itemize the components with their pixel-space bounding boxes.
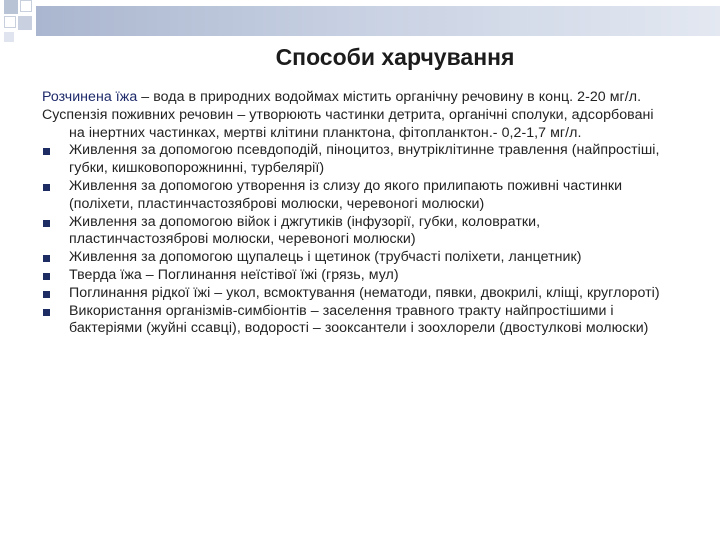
square-bullet-icon [43, 148, 50, 155]
slide-title: Способи харчування [275, 44, 515, 70]
list-item-text: Використання організмів-симбіонтів – заселення травного тракту найпростішими і бактеріями (жуйні ссавці), водорості – зооксантели і зоохлорели (двостулкові молюски) [69, 302, 649, 337]
list-item-text: Поглинання рідкої їжі – укол, всмоктування (нематоди, пявки, двокрилі, кліщі, круглороті) [69, 284, 660, 301]
paragraph-suspension [42, 107, 662, 143]
list-item-text: Живлення за допомогою псевдоподій, піноцитоз, внутріклітинне травлення (найпростіші, губки, кишковопорожнинні, турбелярії) [69, 142, 660, 177]
list-item [42, 178, 662, 214]
paragraph-lead: Суспензія поживних речовин [42, 106, 234, 123]
list-item [42, 267, 662, 285]
list-item [42, 249, 662, 267]
square-bullet-icon [43, 255, 50, 262]
square-bullet-icon [43, 184, 50, 191]
paragraph-dissolved-food [42, 89, 662, 107]
list-item-text: Живлення за допомогою щупалець і щетинок (трубчасті поліхети, ланцетник) [69, 249, 582, 266]
square-bullet-icon [43, 291, 50, 298]
header-bar [36, 6, 720, 36]
list-item [42, 285, 662, 303]
bullet-list [42, 142, 662, 338]
list-item [42, 142, 662, 178]
paragraph-text: – вода в природних водоймах містить органічну речовину в конц. 2-20 мг/л. [137, 89, 642, 105]
list-item-text: Тверда їжа – Поглинання неїстівої їжі (грязь, мул) [69, 266, 399, 283]
square-bullet-icon [43, 220, 50, 227]
list-item-text: Живлення за допомогою утворення із слизу до якого прилипають поживні частинки (поліхети, пластинчастозяброві молюски, черевоногі молюски) [69, 177, 623, 212]
list-item [42, 303, 662, 339]
square-bullet-icon [43, 273, 50, 280]
decor-square [4, 32, 14, 42]
decor-square [4, 16, 16, 28]
list-item [42, 214, 662, 250]
decor-square [20, 0, 32, 12]
square-bullet-icon [43, 309, 50, 316]
paragraph-lead: Розчинена їжа [42, 89, 138, 105]
decor-square [4, 0, 18, 14]
list-item-text: Живлення за допомогою війок і джгутиків (інфузорії, губки, коловратки, пластинчастозяброві молюски, черевоногі молюски) [69, 213, 541, 248]
paragraph-text: – утворюють частинки детрита, органічні сполуки, адсорбовані на інертних частинках, мертві клітини планктона, фітопланктон.- 0,2-1,7 мг/л. [69, 106, 654, 141]
slide-content [42, 89, 662, 338]
decor-square [18, 16, 32, 30]
